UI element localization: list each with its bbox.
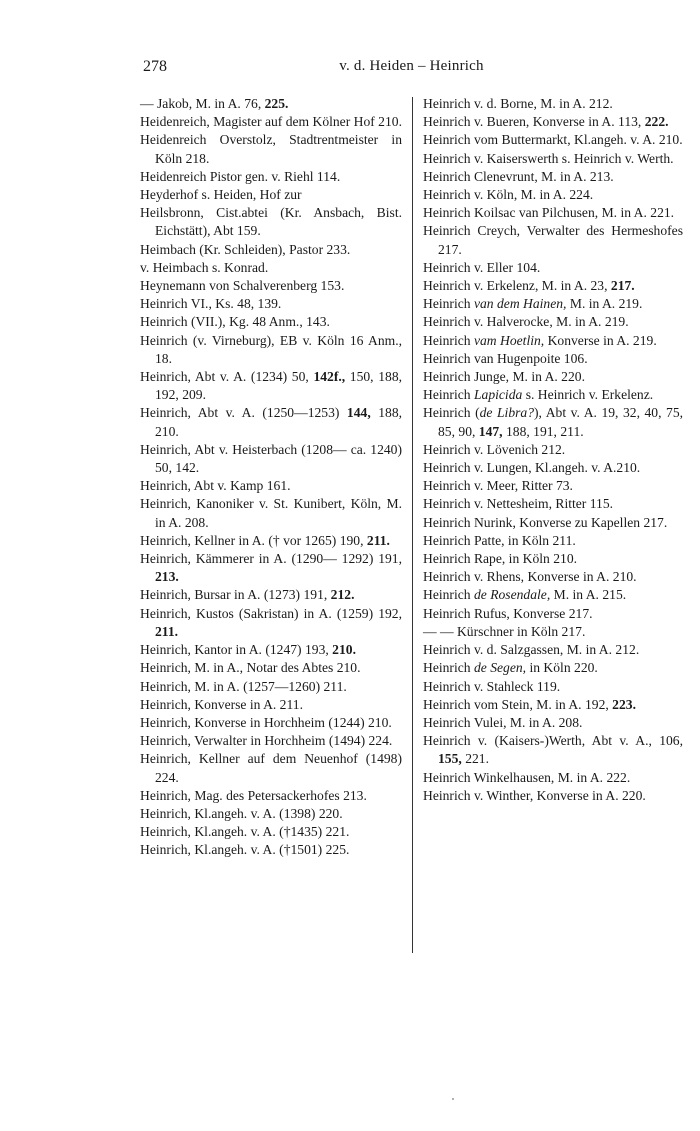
- index-entry: Heynemann von Schalverenberg 153.: [140, 278, 345, 294]
- index-entry: Heinrich Creych, Verwalter des Hermeshofes 217.: [423, 223, 683, 257]
- index-entry: Heinrich v. Nettesheim, Ritter 115.: [423, 496, 614, 512]
- index-entry: Heinrich, Abt v. Heisterbach (1208— ca. 1240) 50, 142.: [140, 441, 402, 476]
- index-entry: Heinrich (v. Virneburg), EB v. Köln 16 Anm., 18.: [140, 332, 402, 366]
- index-entry: Heinrich, M. in A., Notar des Abtes 210.: [140, 660, 361, 676]
- index-entry: — Jakob, M. in A. 76, 225.: [140, 96, 289, 111]
- index-entry: Heinrich Clenevrunt, M. in A. 213.: [423, 168, 614, 184]
- index-entry: Heimbach (Kr. Schleiden), Pastor 233.: [140, 241, 351, 257]
- index-entry: Heinrich de Rosendale, M. in A. 215.: [423, 587, 627, 603]
- index-entry: Heinrich, Bursar in A. (1273) 191, 212.: [140, 587, 355, 603]
- index-entry: Heinrich, M. in A. (1257—1260) 211.: [140, 678, 347, 694]
- index-entry: Heinrich, Kustos (Sakristan) in A. (1259) 192, 211.: [140, 605, 402, 639]
- index-entry: Heinrich, Konverse in A. 211.: [140, 696, 303, 712]
- index-entry: Heinrich, Kellner in A. († vor 1265) 190, 211.: [140, 532, 390, 548]
- index-entry: Heinrich v. Bueren, Konverse in A. 113, 222.: [423, 114, 669, 130]
- index-column-right: [423, 95, 683, 805]
- index-entry: Heinrich VI., Ks. 48, 139.: [140, 296, 282, 312]
- index-column-left: [140, 95, 402, 860]
- index-entry: Heinrich v. Winther, Konverse in A. 220.: [423, 787, 646, 803]
- index-entry: Heinrich, Abt v. A. (1250—1253) 144, 188, 210.: [140, 405, 403, 439]
- page-number: 278: [143, 58, 167, 75]
- index-entry: Heinrich, Kl.angeh. v. A. (1398) 220.: [140, 805, 343, 821]
- index-entry: Heinrich Patte, in Köln 211.: [423, 532, 576, 548]
- index-entry: Heinrich, Konverse in Horchheim (1244) 210.: [140, 714, 392, 730]
- column-divider: [412, 97, 413, 953]
- index-entry: Heinrich Winkelhausen, M. in A. 222.: [423, 769, 631, 785]
- index-entry: Heinrich vam Hoetlin, Konverse in A. 219.: [423, 332, 657, 348]
- index-entry: Heinrich v. Erkelenz, M. in A. 23, 217.: [423, 278, 635, 294]
- index-entry: Heinrich, Kanoniker v. St. Kunibert, Köln, M. in A. 208.: [140, 496, 402, 530]
- index-entry: Heinrich (de Libra?), Abt v. A. 19, 32, 40, 75, 85, 90, 147, 188, 191, 211.: [423, 405, 684, 439]
- index-entry: Heinrich van dem Hainen, M. in A. 219.: [423, 296, 643, 312]
- index-entry: Heidenreich Overstolz, Stadtrentmeister in Köln 218.: [140, 132, 402, 166]
- index-entry: Heinrich, Mag. des Petersackerhofes 213.: [140, 787, 367, 803]
- index-entry: Heinrich Vulei, M. in A. 208.: [423, 714, 583, 730]
- index-entry: Heinrich v. d. Borne, M. in A. 212.: [423, 96, 613, 111]
- index-entry: Heinrich vom Buttermarkt, Kl.angeh. v. A. 210.: [423, 132, 683, 148]
- index-entry: Heinrich, Kämmerer in A. (1290— 1292) 191, 213.: [140, 551, 402, 585]
- index-entry: Heinrich v. Kaiserswerth s. Heinrich v. Werth.: [423, 150, 674, 166]
- index-entry: Heinrich, Verwalter in Horchheim (1494) 224.: [140, 733, 393, 749]
- index-entry: Heinrich, Kl.angeh. v. A. (†1501) 225.: [140, 842, 350, 858]
- index-entry: Heinrich van Hugenpoite 106.: [423, 350, 588, 366]
- index-entry: Heinrich Lapicida s. Heinrich v. Erkelenz.: [423, 387, 654, 403]
- index-entry: Heinrich v. Rhens, Konverse in A. 210.: [423, 569, 637, 585]
- index-entry: Heinrich, Abt v. A. (1234) 50, 142f., 150, 188, 192, 209.: [140, 369, 403, 403]
- running-title: v. d. Heiden – Heinrich: [339, 58, 484, 74]
- speck-mark: [452, 1098, 454, 1100]
- index-entry: Heinrich v. Halverocke, M. in A. 219.: [423, 314, 629, 330]
- index-entry: Heinrich v. Meer, Ritter 73.: [423, 478, 573, 494]
- index-entry: Heinrich de Segen, in Köln 220.: [423, 660, 598, 676]
- index-entry: Heinrich Rufus, Konverse 217.: [423, 605, 593, 621]
- index-entry: Heinrich (VII.), Kg. 48 Anm., 143.: [140, 314, 330, 330]
- index-entry: Heyderhof s. Heiden, Hof zur: [140, 187, 302, 203]
- index-entry: Heinrich v. Stahleck 119.: [423, 678, 561, 694]
- index-entry: Heinrich v. Lungen, Kl.angeh. v. A.210.: [423, 460, 641, 476]
- index-entry: v. Heimbach s. Konrad.: [140, 259, 269, 275]
- index-entry: Heinrich vom Stein, M. in A. 192, 223.: [423, 696, 636, 712]
- index-entry: Heinrich Nurink, Konverse zu Kapellen 217.: [423, 514, 668, 530]
- index-entry: Heinrich v. Köln, M. in A. 224.: [423, 187, 594, 203]
- index-entry: Heinrich Junge, M. in A. 220.: [423, 369, 585, 385]
- index-entry: Heinrich, Kantor in A. (1247) 193, 210.: [140, 642, 356, 658]
- index-entry: Heidenreich Pistor gen. v. Riehl 114.: [140, 168, 341, 184]
- index-entry: Heinrich, Kellner auf dem Neuenhof (1498) 224.: [140, 751, 402, 785]
- index-entry: Heinrich Rape, in Köln 210.: [423, 551, 578, 567]
- index-entry: Heinrich, Abt v. Kamp 161.: [140, 478, 291, 494]
- index-entry: Heinrich v. Lövenich 212.: [423, 441, 566, 457]
- index-entry: Heinrich, Kl.angeh. v. A. (†1435) 221.: [140, 824, 350, 840]
- index-entry: Heinrich v. (Kaisers-)Werth, Abt v. A., 106, 155, 221.: [423, 733, 683, 767]
- index-entry: — — Kürschner in Köln 217.: [423, 623, 586, 639]
- index-entry: Heidenreich, Magister auf dem Kölner Hof 210.: [140, 114, 402, 130]
- index-entry: Heinrich v. Eller 104.: [423, 259, 541, 275]
- index-entry: Heinrich Koilsac van Pilchusen, M. in A. 221.: [423, 205, 675, 221]
- index-entry: Heilsbronn, Cist.abtei (Kr. Ansbach, Bist. Eichstätt), Abt 159.: [140, 205, 402, 239]
- index-entry: Heinrich v. d. Salzgassen, M. in A. 212.: [423, 642, 640, 658]
